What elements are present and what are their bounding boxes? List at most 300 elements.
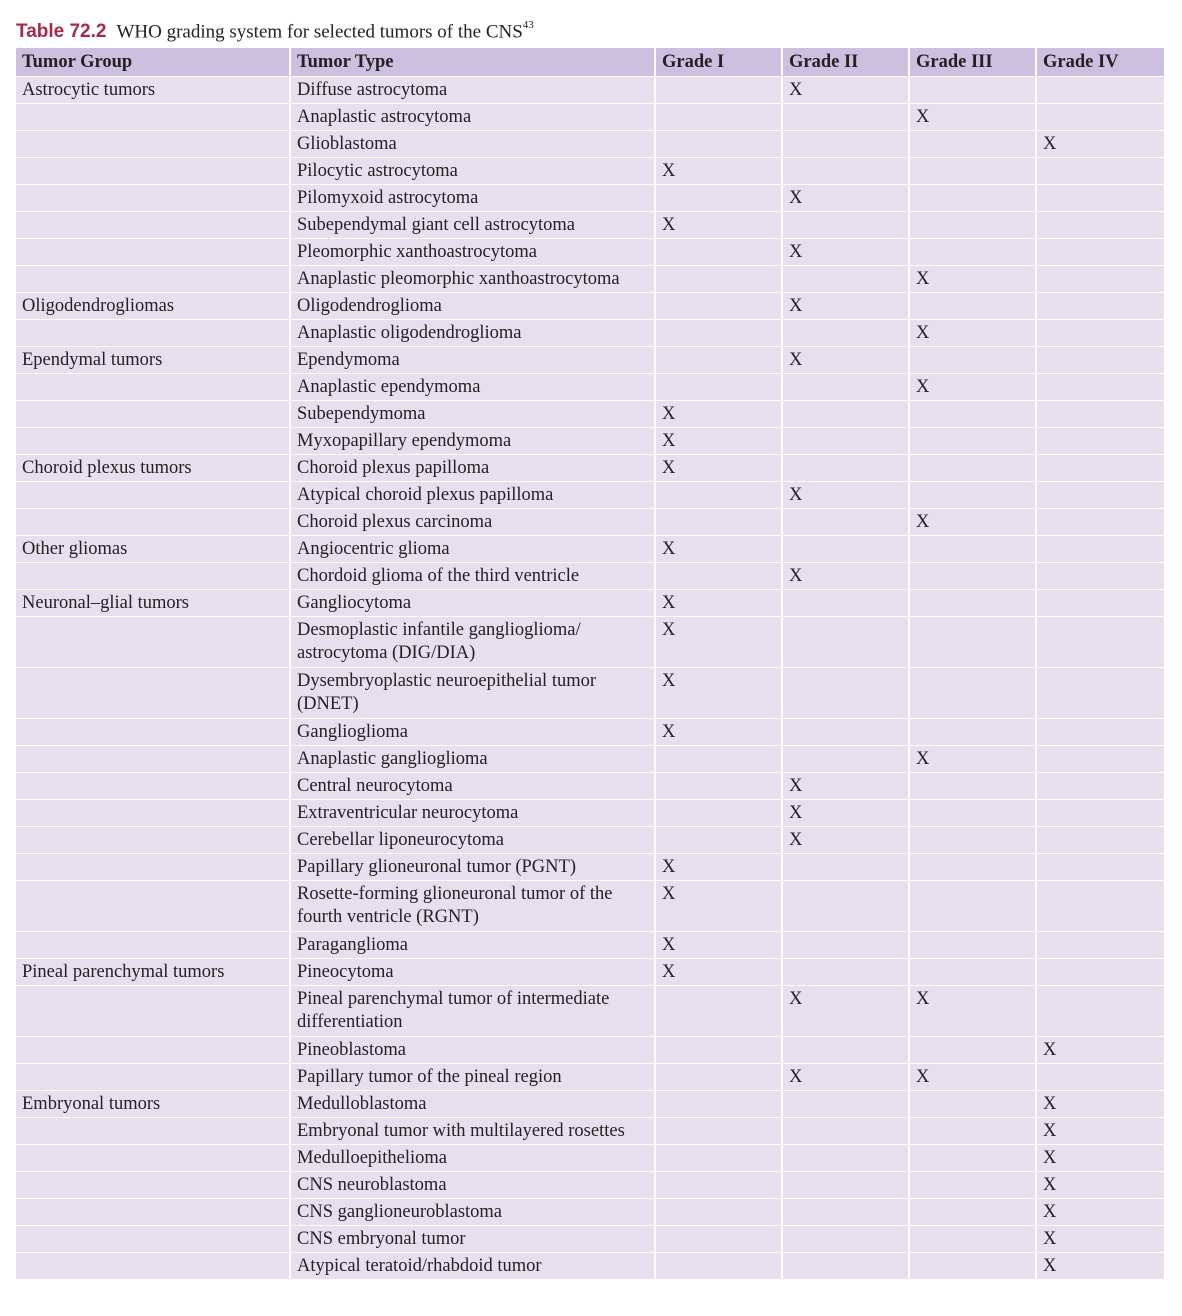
table-row xyxy=(16,932,1164,959)
grade-2-cell xyxy=(783,536,910,563)
tumor-type-cell: Pleomorphic xanthoastrocytoma xyxy=(291,239,656,266)
tumor-type-cell: CNS embryonal tumor xyxy=(291,1226,656,1253)
table-row xyxy=(16,104,1164,131)
grade-4-cell: X xyxy=(1037,131,1164,158)
grade-3-cell xyxy=(910,827,1037,854)
table-row xyxy=(16,77,1164,104)
grade-4-cell: X xyxy=(1037,1091,1164,1118)
tumor-group-cell: Neuronal–glial tumors xyxy=(16,590,291,617)
tumor-group-cell xyxy=(16,986,291,1037)
table-row xyxy=(16,854,1164,881)
tumor-group-cell xyxy=(16,131,291,158)
grade-3-cell xyxy=(910,347,1037,374)
tumor-group-cell xyxy=(16,185,291,212)
grade-4-cell xyxy=(1037,104,1164,131)
tumor-type-cell: Myxopapillary ependymoma xyxy=(291,428,656,455)
grade-1-cell xyxy=(656,266,783,293)
grade-1-cell xyxy=(656,773,783,800)
grade-3-cell xyxy=(910,1172,1037,1199)
grade-2-cell xyxy=(783,1226,910,1253)
tumor-group-cell xyxy=(16,1226,291,1253)
grade-3-cell: X xyxy=(910,1064,1037,1091)
tumor-type-cell: Pilocytic astrocytoma xyxy=(291,158,656,185)
tumor-type-cell: Atypical teratoid/rhabdoid tumor xyxy=(291,1253,656,1280)
grade-3-cell xyxy=(910,563,1037,590)
tumor-type-cell: Oligodendroglioma xyxy=(291,293,656,320)
grade-1-cell: X xyxy=(656,854,783,881)
tumor-type-cell: Medulloepithelioma xyxy=(291,1145,656,1172)
table-row xyxy=(16,482,1164,509)
table-row xyxy=(16,617,1164,668)
grade-2-cell: X xyxy=(783,185,910,212)
tumor-group-cell xyxy=(16,482,291,509)
tumor-group-cell xyxy=(16,212,291,239)
grade-3-cell xyxy=(910,617,1037,668)
tumor-group-cell xyxy=(16,773,291,800)
tumor-group-cell: Ependymal tumors xyxy=(16,347,291,374)
tumor-type-cell: Subependymoma xyxy=(291,401,656,428)
grade-3-cell xyxy=(910,428,1037,455)
tumor-group-cell xyxy=(16,668,291,719)
grade-4-cell xyxy=(1037,509,1164,536)
grade-3-cell xyxy=(910,158,1037,185)
grade-1-cell: X xyxy=(656,158,783,185)
grade-1-cell xyxy=(656,1064,783,1091)
grade-1-cell xyxy=(656,986,783,1037)
grade-4-cell xyxy=(1037,536,1164,563)
tumor-type-cell: Embryonal tumor with multilayered rosettes xyxy=(291,1118,656,1145)
grade-3-cell xyxy=(910,881,1037,932)
table-row xyxy=(16,563,1164,590)
grade-2-cell xyxy=(783,509,910,536)
grade-2-cell xyxy=(783,617,910,668)
grade-4-cell xyxy=(1037,428,1164,455)
grade-1-cell xyxy=(656,800,783,827)
grade-1-cell xyxy=(656,239,783,266)
grade-2-cell xyxy=(783,932,910,959)
grade-3-cell xyxy=(910,1118,1037,1145)
tumor-type-cell: Medulloblastoma xyxy=(291,1091,656,1118)
header-grade-3: Grade III xyxy=(910,48,1037,77)
grade-3-cell xyxy=(910,212,1037,239)
grade-4-cell xyxy=(1037,854,1164,881)
table-row xyxy=(16,158,1164,185)
tumor-type-cell: Anaplastic ganglioglioma xyxy=(291,746,656,773)
grade-3-cell xyxy=(910,1226,1037,1253)
table-row xyxy=(16,1145,1164,1172)
table-row xyxy=(16,590,1164,617)
tumor-type-cell: Glioblastoma xyxy=(291,131,656,158)
table-row xyxy=(16,320,1164,347)
grade-1-cell xyxy=(656,374,783,401)
table-row xyxy=(16,773,1164,800)
grade-3-cell xyxy=(910,800,1037,827)
grade-4-cell xyxy=(1037,986,1164,1037)
grade-3-cell xyxy=(910,668,1037,719)
grade-1-cell xyxy=(656,185,783,212)
grade-3-cell: X xyxy=(910,266,1037,293)
grade-1-cell xyxy=(656,482,783,509)
grade-2-cell xyxy=(783,320,910,347)
grade-4-cell: X xyxy=(1037,1172,1164,1199)
header-tumor-group: Tumor Group xyxy=(16,48,291,77)
grade-1-cell xyxy=(656,131,783,158)
grade-2-cell: X xyxy=(783,773,910,800)
grade-1-cell xyxy=(656,827,783,854)
grade-4-cell xyxy=(1037,212,1164,239)
grade-4-cell xyxy=(1037,266,1164,293)
table-row xyxy=(16,212,1164,239)
grade-2-cell xyxy=(783,719,910,746)
tumor-type-cell: Paraganglioma xyxy=(291,932,656,959)
grade-4-cell xyxy=(1037,959,1164,986)
grade-3-cell xyxy=(910,1253,1037,1280)
tumor-group-cell xyxy=(16,239,291,266)
tumor-type-cell: Choroid plexus carcinoma xyxy=(291,509,656,536)
tumor-group-cell xyxy=(16,1037,291,1064)
grade-2-cell: X xyxy=(783,293,910,320)
tumor-type-cell: Cerebellar liponeurocytoma xyxy=(291,827,656,854)
header-tumor-type: Tumor Type xyxy=(291,48,656,77)
grade-2-cell xyxy=(783,1145,910,1172)
table-row xyxy=(16,1172,1164,1199)
grade-2-cell xyxy=(783,1199,910,1226)
grade-1-cell: X xyxy=(656,668,783,719)
grade-2-cell xyxy=(783,374,910,401)
grade-2-cell xyxy=(783,746,910,773)
grade-2-cell xyxy=(783,1037,910,1064)
grade-3-cell xyxy=(910,719,1037,746)
grade-2-cell xyxy=(783,881,910,932)
tumor-group-cell: Embryonal tumors xyxy=(16,1091,291,1118)
grade-1-cell xyxy=(656,1118,783,1145)
grade-4-cell xyxy=(1037,617,1164,668)
tumor-type-cell: Desmoplastic infantile ganglioglioma/ astrocytoma (DIG/DIA) xyxy=(291,617,656,668)
table-row xyxy=(16,1037,1164,1064)
grade-1-cell xyxy=(656,320,783,347)
tumor-group-cell xyxy=(16,1172,291,1199)
tumor-group-cell xyxy=(16,746,291,773)
grade-2-cell xyxy=(783,1091,910,1118)
grade-2-cell xyxy=(783,104,910,131)
grade-3-cell xyxy=(910,293,1037,320)
grade-4-cell xyxy=(1037,668,1164,719)
grade-1-cell: X xyxy=(656,617,783,668)
table-row xyxy=(16,455,1164,482)
grade-1-cell xyxy=(656,1091,783,1118)
grade-1-cell: X xyxy=(656,932,783,959)
grade-2-cell: X xyxy=(783,239,910,266)
grade-4-cell xyxy=(1037,746,1164,773)
tumor-group-cell xyxy=(16,854,291,881)
grade-2-cell xyxy=(783,401,910,428)
grade-3-cell xyxy=(910,854,1037,881)
grade-2-cell xyxy=(783,428,910,455)
table-row xyxy=(16,800,1164,827)
table-caption xyxy=(16,13,534,41)
grade-2-cell: X xyxy=(783,800,910,827)
grade-2-cell xyxy=(783,959,910,986)
tumor-type-cell: Gangliocytoma xyxy=(291,590,656,617)
header-row xyxy=(16,48,1164,77)
grade-4-cell: X xyxy=(1037,1199,1164,1226)
table-row xyxy=(16,746,1164,773)
table-row xyxy=(16,347,1164,374)
tumor-type-cell: Pineoblastoma xyxy=(291,1037,656,1064)
tumor-group-cell xyxy=(16,1118,291,1145)
table-body xyxy=(16,77,1164,1280)
tumor-group-cell xyxy=(16,1064,291,1091)
table-row xyxy=(16,1118,1164,1145)
grade-1-cell: X xyxy=(656,590,783,617)
header-grade-1: Grade I xyxy=(656,48,783,77)
grade-2-cell: X xyxy=(783,482,910,509)
tumor-type-cell: Ependymoma xyxy=(291,347,656,374)
table-row xyxy=(16,668,1164,719)
tumor-type-cell: Diffuse astrocytoma xyxy=(291,77,656,104)
grade-3-cell: X xyxy=(910,374,1037,401)
grade-3-cell: X xyxy=(910,509,1037,536)
grade-1-cell xyxy=(656,77,783,104)
grade-2-cell xyxy=(783,854,910,881)
tumor-group-cell xyxy=(16,617,291,668)
tumor-group-cell xyxy=(16,932,291,959)
tumor-group-cell: Choroid plexus tumors xyxy=(16,455,291,482)
grade-1-cell xyxy=(656,1172,783,1199)
tumor-type-cell: Papillary tumor of the pineal region xyxy=(291,1064,656,1091)
grade-4-cell xyxy=(1037,158,1164,185)
tumor-type-cell: Anaplastic pleomorphic xanthoastrocytoma xyxy=(291,266,656,293)
table-row xyxy=(16,401,1164,428)
grade-4-cell xyxy=(1037,881,1164,932)
table-row xyxy=(16,1253,1164,1280)
grade-2-cell xyxy=(783,1253,910,1280)
header-grade-4: Grade IV xyxy=(1037,48,1164,77)
tumor-group-cell xyxy=(16,827,291,854)
reference-superscript: 43 xyxy=(522,19,534,31)
grade-3-cell xyxy=(910,482,1037,509)
tumor-group-cell: Astrocytic tumors xyxy=(16,77,291,104)
grade-1-cell: X xyxy=(656,536,783,563)
grade-2-cell xyxy=(783,266,910,293)
grade-4-cell xyxy=(1037,719,1164,746)
grade-2-cell xyxy=(783,1172,910,1199)
tumor-group-cell xyxy=(16,320,291,347)
table-row xyxy=(16,131,1164,158)
tumor-type-cell: Angiocentric glioma xyxy=(291,536,656,563)
table-row xyxy=(16,374,1164,401)
grade-3-cell xyxy=(910,131,1037,158)
grade-2-cell: X xyxy=(783,827,910,854)
grade-3-cell xyxy=(910,536,1037,563)
table-row xyxy=(16,509,1164,536)
grade-1-cell xyxy=(656,1226,783,1253)
grade-3-cell xyxy=(910,401,1037,428)
grade-1-cell xyxy=(656,563,783,590)
grade-4-cell: X xyxy=(1037,1145,1164,1172)
grade-4-cell xyxy=(1037,374,1164,401)
grade-3-cell xyxy=(910,959,1037,986)
grade-2-cell xyxy=(783,131,910,158)
grade-1-cell xyxy=(656,746,783,773)
tumor-type-cell: Anaplastic oligodendroglioma xyxy=(291,320,656,347)
tumor-group-cell xyxy=(16,509,291,536)
grade-4-cell: X xyxy=(1037,1226,1164,1253)
header-grade-2: Grade II xyxy=(783,48,910,77)
tumor-type-cell: Anaplastic astrocytoma xyxy=(291,104,656,131)
tumor-group-cell xyxy=(16,1253,291,1280)
table-title: WHO grading system for selected tumors of the CNS xyxy=(116,21,523,43)
tumor-type-cell: Ganglioglioma xyxy=(291,719,656,746)
grade-3-cell xyxy=(910,1199,1037,1226)
tumor-type-cell: Extraventricular neurocytoma xyxy=(291,800,656,827)
grade-3-cell xyxy=(910,77,1037,104)
grade-4-cell: X xyxy=(1037,1037,1164,1064)
grade-3-cell xyxy=(910,455,1037,482)
grade-1-cell xyxy=(656,1145,783,1172)
table-row xyxy=(16,293,1164,320)
grade-4-cell xyxy=(1037,800,1164,827)
tumor-group-cell xyxy=(16,104,291,131)
tumor-type-cell: Pineal parenchymal tumor of intermediate differentiation xyxy=(291,986,656,1037)
grade-2-cell xyxy=(783,1118,910,1145)
table-row xyxy=(16,986,1164,1037)
table-row xyxy=(16,881,1164,932)
grade-1-cell xyxy=(656,1199,783,1226)
tumor-group-cell xyxy=(16,374,291,401)
grade-1-cell: X xyxy=(656,401,783,428)
grade-3-cell: X xyxy=(910,986,1037,1037)
tumor-group-cell: Oligodendrogliomas xyxy=(16,293,291,320)
grade-1-cell: X xyxy=(656,959,783,986)
tumor-group-cell xyxy=(16,881,291,932)
grade-4-cell xyxy=(1037,563,1164,590)
grade-4-cell xyxy=(1037,827,1164,854)
table-label: Table 72.2 xyxy=(16,21,107,43)
tumor-group-cell xyxy=(16,428,291,455)
grade-3-cell xyxy=(910,590,1037,617)
grade-4-cell: X xyxy=(1037,1253,1164,1280)
table-row xyxy=(16,827,1164,854)
grade-1-cell xyxy=(656,509,783,536)
tumor-type-cell: Anaplastic ependymoma xyxy=(291,374,656,401)
tumor-type-cell: Atypical choroid plexus papilloma xyxy=(291,482,656,509)
tumor-group-cell xyxy=(16,719,291,746)
who-grading-table xyxy=(16,48,1164,1280)
grade-1-cell: X xyxy=(656,719,783,746)
grade-1-cell: X xyxy=(656,212,783,239)
grade-4-cell xyxy=(1037,455,1164,482)
table-row xyxy=(16,536,1164,563)
table-row xyxy=(16,719,1164,746)
table-row xyxy=(16,1064,1164,1091)
grade-2-cell: X xyxy=(783,986,910,1037)
grade-3-cell xyxy=(910,239,1037,266)
table-row xyxy=(16,185,1164,212)
grade-2-cell xyxy=(783,590,910,617)
grade-1-cell: X xyxy=(656,881,783,932)
tumor-type-cell: CNS neuroblastoma xyxy=(291,1172,656,1199)
table-row xyxy=(16,1199,1164,1226)
grade-4-cell xyxy=(1037,1064,1164,1091)
tumor-type-cell: Chordoid glioma of the third ventricle xyxy=(291,563,656,590)
grade-3-cell: X xyxy=(910,746,1037,773)
table-row xyxy=(16,266,1164,293)
grade-2-cell xyxy=(783,212,910,239)
grade-1-cell xyxy=(656,1253,783,1280)
grade-1-cell xyxy=(656,347,783,374)
tumor-group-cell: Other gliomas xyxy=(16,536,291,563)
tumor-type-cell: Pineocytoma xyxy=(291,959,656,986)
tumor-group-cell xyxy=(16,266,291,293)
tumor-group-cell xyxy=(16,563,291,590)
table-row xyxy=(16,1226,1164,1253)
grade-2-cell: X xyxy=(783,563,910,590)
tumor-type-cell: Choroid plexus papilloma xyxy=(291,455,656,482)
tumor-type-cell: Pilomyxoid astrocytoma xyxy=(291,185,656,212)
grade-4-cell xyxy=(1037,401,1164,428)
tumor-group-cell xyxy=(16,401,291,428)
grade-1-cell xyxy=(656,293,783,320)
grade-3-cell xyxy=(910,1037,1037,1064)
tumor-group-cell xyxy=(16,800,291,827)
tumor-type-cell: CNS ganglioneuroblastoma xyxy=(291,1199,656,1226)
grade-2-cell xyxy=(783,455,910,482)
tumor-type-cell: Dysembryoplastic neuroepithelial tumor (DNET) xyxy=(291,668,656,719)
grade-4-cell xyxy=(1037,320,1164,347)
grade-4-cell xyxy=(1037,590,1164,617)
grade-3-cell xyxy=(910,1091,1037,1118)
tumor-group-cell xyxy=(16,1199,291,1226)
grade-4-cell: X xyxy=(1037,1118,1164,1145)
grade-4-cell xyxy=(1037,239,1164,266)
table-row xyxy=(16,239,1164,266)
grade-3-cell xyxy=(910,1145,1037,1172)
grade-4-cell xyxy=(1037,932,1164,959)
tumor-group-cell xyxy=(16,158,291,185)
grade-4-cell xyxy=(1037,482,1164,509)
grade-2-cell xyxy=(783,668,910,719)
grade-4-cell xyxy=(1037,293,1164,320)
tumor-type-cell: Central neurocytoma xyxy=(291,773,656,800)
tumor-group-cell: Pineal parenchymal tumors xyxy=(16,959,291,986)
grade-3-cell: X xyxy=(910,320,1037,347)
grade-1-cell xyxy=(656,104,783,131)
table-row xyxy=(16,1091,1164,1118)
grade-4-cell xyxy=(1037,347,1164,374)
grade-3-cell xyxy=(910,773,1037,800)
grade-1-cell xyxy=(656,1037,783,1064)
tumor-type-cell: Rosette-forming glioneuronal tumor of the fourth ventricle (RGNT) xyxy=(291,881,656,932)
tumor-type-cell: Subependymal giant cell astrocytoma xyxy=(291,212,656,239)
table-row xyxy=(16,959,1164,986)
grade-4-cell xyxy=(1037,77,1164,104)
grade-4-cell xyxy=(1037,185,1164,212)
tumor-group-cell xyxy=(16,1145,291,1172)
grade-3-cell xyxy=(910,185,1037,212)
grade-3-cell: X xyxy=(910,104,1037,131)
grade-1-cell: X xyxy=(656,455,783,482)
grade-2-cell xyxy=(783,158,910,185)
grade-3-cell xyxy=(910,932,1037,959)
grade-4-cell xyxy=(1037,773,1164,800)
grade-1-cell: X xyxy=(656,428,783,455)
grade-2-cell: X xyxy=(783,77,910,104)
tumor-type-cell: Papillary glioneuronal tumor (PGNT) xyxy=(291,854,656,881)
grade-2-cell: X xyxy=(783,1064,910,1091)
grade-2-cell: X xyxy=(783,347,910,374)
table-row xyxy=(16,428,1164,455)
